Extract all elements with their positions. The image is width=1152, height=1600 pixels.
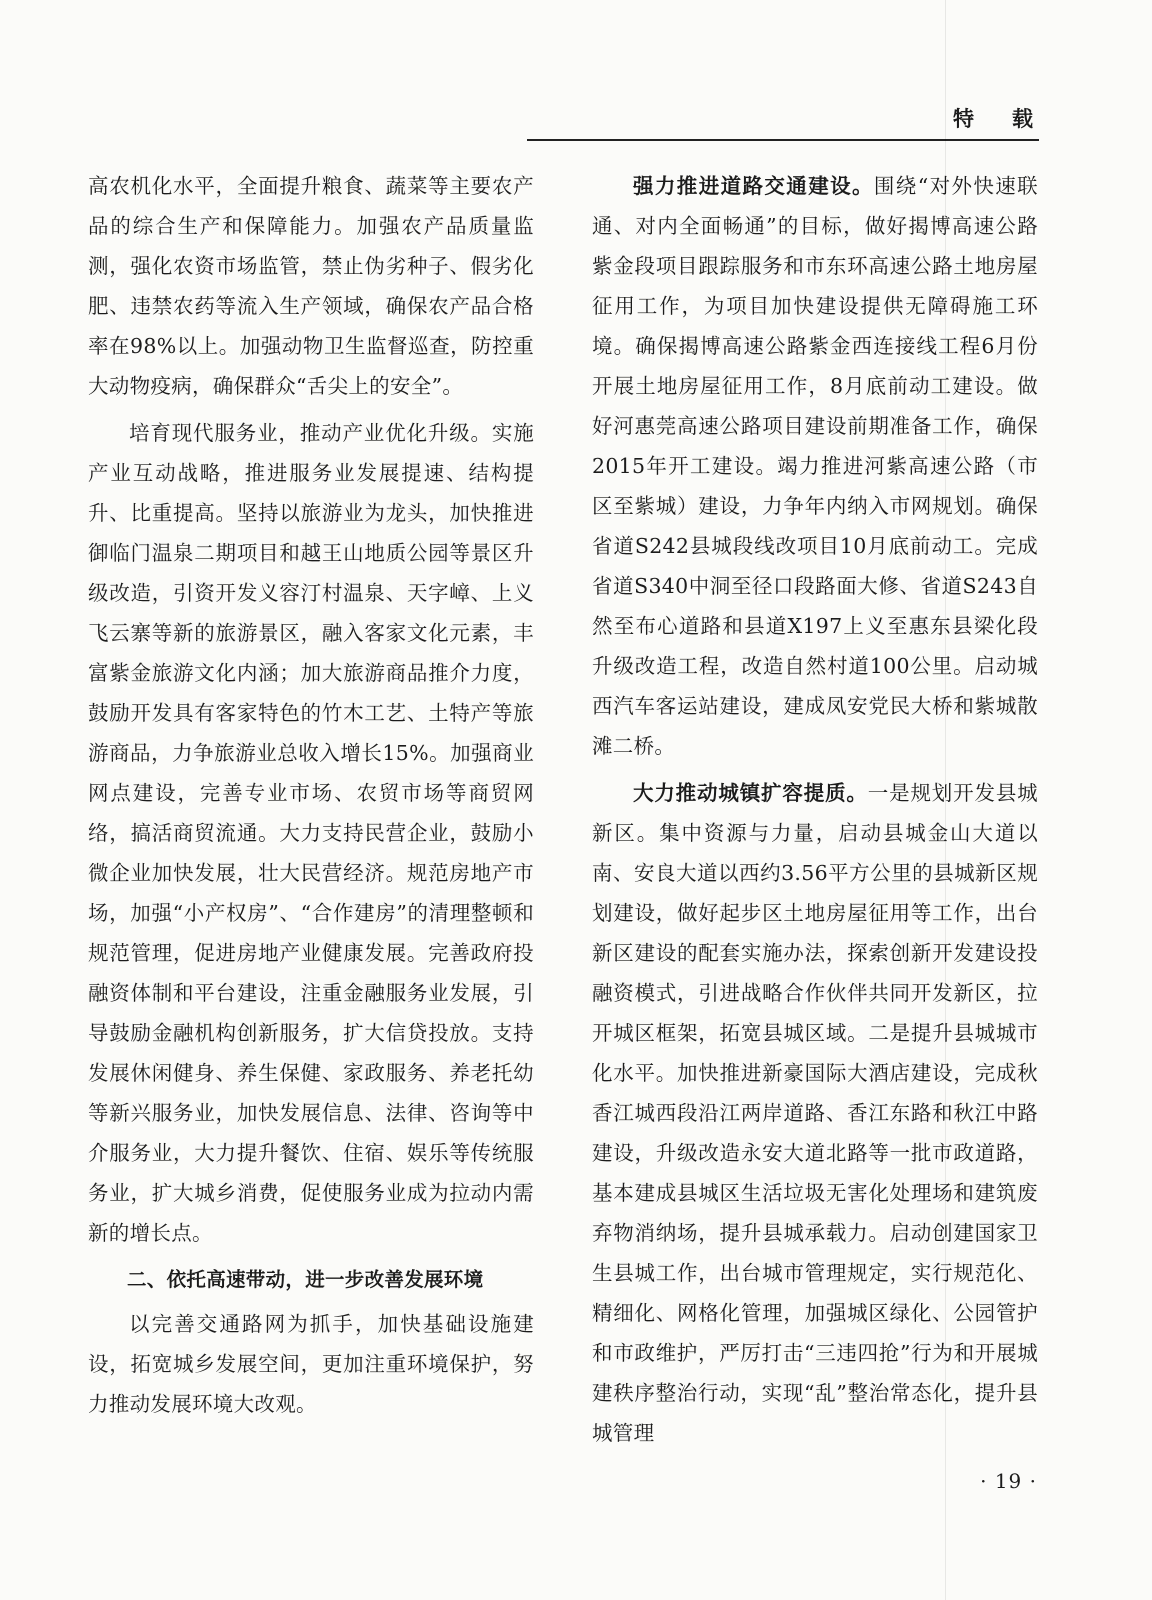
running-header: [953, 103, 1035, 133]
paragraph-urban-expansion: [592, 773, 1038, 1453]
paragraph-agriculture-continued: 高农机化水平，全面提升粮食、蔬菜等主要农产品的综合生产和保障能力。加强农产品质量监测，强化农资市场监管，禁止伪劣种子、假劣化肥、违禁农药等流入生产领域，确保农产品合格率在98%以上。加强动物卫生监督巡查，防控重大动物疫病，确保群众“舌尖上的安全”。: [88, 174, 534, 398]
header-title-left: 特: [953, 106, 976, 131]
paragraph-body-urban-expansion: 一是规划开发县城新区。集中资源与力量，启动县城金山大道以南、安良大道以西约3.56平方公里的县城新区规划建设，做好起步区土地房屋征用等工作，出台新区建设的配套实施办法，探索创新开发建设投融资模式，引进战略合作伙伴共同开发新区，拉开城区框架，拓宽县城区域。二是提升县城城市化水平。加快推进新豪国际大酒店建设，完成秋香江城西段沿江两岸道路、香江东路和秋江中路建设，升级改造永安大道北路等一批市政道路，基本建成县城区生活垃圾无害化处理场和建筑废弃物消纳场，提升县城承载力。启动创建国家卫生县城工作，出台城市管理规定，实行规范化、精细化、网格化管理，加强城区绿化、公园管护和市政维护，严厉打击“三违四抢”行为和开展城建秩序整治行动，实现“乱”整治常态化，提升县城管理: [592, 781, 1038, 1445]
header-rule: [527, 139, 1039, 141]
section-heading: 二、依托高速带动，进一步改善发展环境: [127, 1268, 484, 1291]
right-column: [592, 166, 1038, 1460]
left-column: [88, 166, 534, 1431]
paragraph-modern-services: 培育现代服务业，推动产业优化升级。实施产业互动战略，推进服务业发展提速、结构提升、比重提高。坚持以旅游业为龙头，加快推进御临门温泉二期项目和越王山地质公园等景区升级改造，引资开发义容汀村温泉、天字嶂、上义飞云寨等新的旅游景区，融入客家文化元素，丰富紫金旅游文化内涵；加大旅游商品推介力度，鼓励开发具有客家特色的竹木工艺、土特产等旅游商品，力争旅游业总收入增长15%。加强商业网点建设，完善专业市场、农贸市场等商贸网络，搞活商贸流通。大力支持民营企业，鼓励小微企业加快发展，壮大民营经济。规范房地产市场，加强“小产权房”、“合作建房”的清理整顿和规范管理，促进房地产业健康发展。完善政府投融资体制和平台建设，注重金融服务业发展，引导鼓励金融机构创新服务，扩大信贷投放。支持发展休闲健身、养生保健、家政服务、养老托幼等新兴服务业，加快发展信息、法律、咨询等中介服务业，大力提升餐饮、住宿、娱乐等传统服务业，扩大城乡消费，促使服务业成为拉动内需新的增长点。: [88, 421, 534, 1245]
paragraph-body-road-transport: 围绕“对外快速联通、对内全面畅通”的目标，做好揭博高速公路紫金段项目跟踪服务和市东环高速公路土地房屋征用工作，为项目加快建设提供无障碍施工环境。确保揭博高速公路紫金西连接线工程6月份开展土地房屋征用工作，8月底前动工建设。做好河惠莞高速公路项目建设前期准备工作，确保2015年开工建设。竭力推进河紫高速公路（市区至紫城）建设，力争年内纳入市网规划。确保省道S242县城段线改项目10月底前动工。完成省道S340中洞至径口段路面大修、省道S243自然至布心道路和县道X197上义至惠东县梁化段升级改造工程，改造自然村道100公里。启动城西汽车客运站建设，建成凤安党民大桥和紫城散滩二桥。: [592, 174, 1038, 758]
paragraph-infrastructure-intro: 以完善交通路网为抓手，加快基础设施建设，拓宽城乡发展空间，更加注重环境保护，努力推动发展环境大改观。: [88, 1312, 534, 1416]
header-title-right: 载: [1012, 106, 1035, 131]
page-number: · 19 ·: [980, 1469, 1037, 1493]
paragraph-road-transport: [592, 166, 1038, 766]
paragraph-lead-road-transport: 强力推进道路交通建设。: [633, 174, 874, 198]
paragraph-lead-urban-expansion: 大力推动城镇扩容提质。: [633, 781, 868, 805]
